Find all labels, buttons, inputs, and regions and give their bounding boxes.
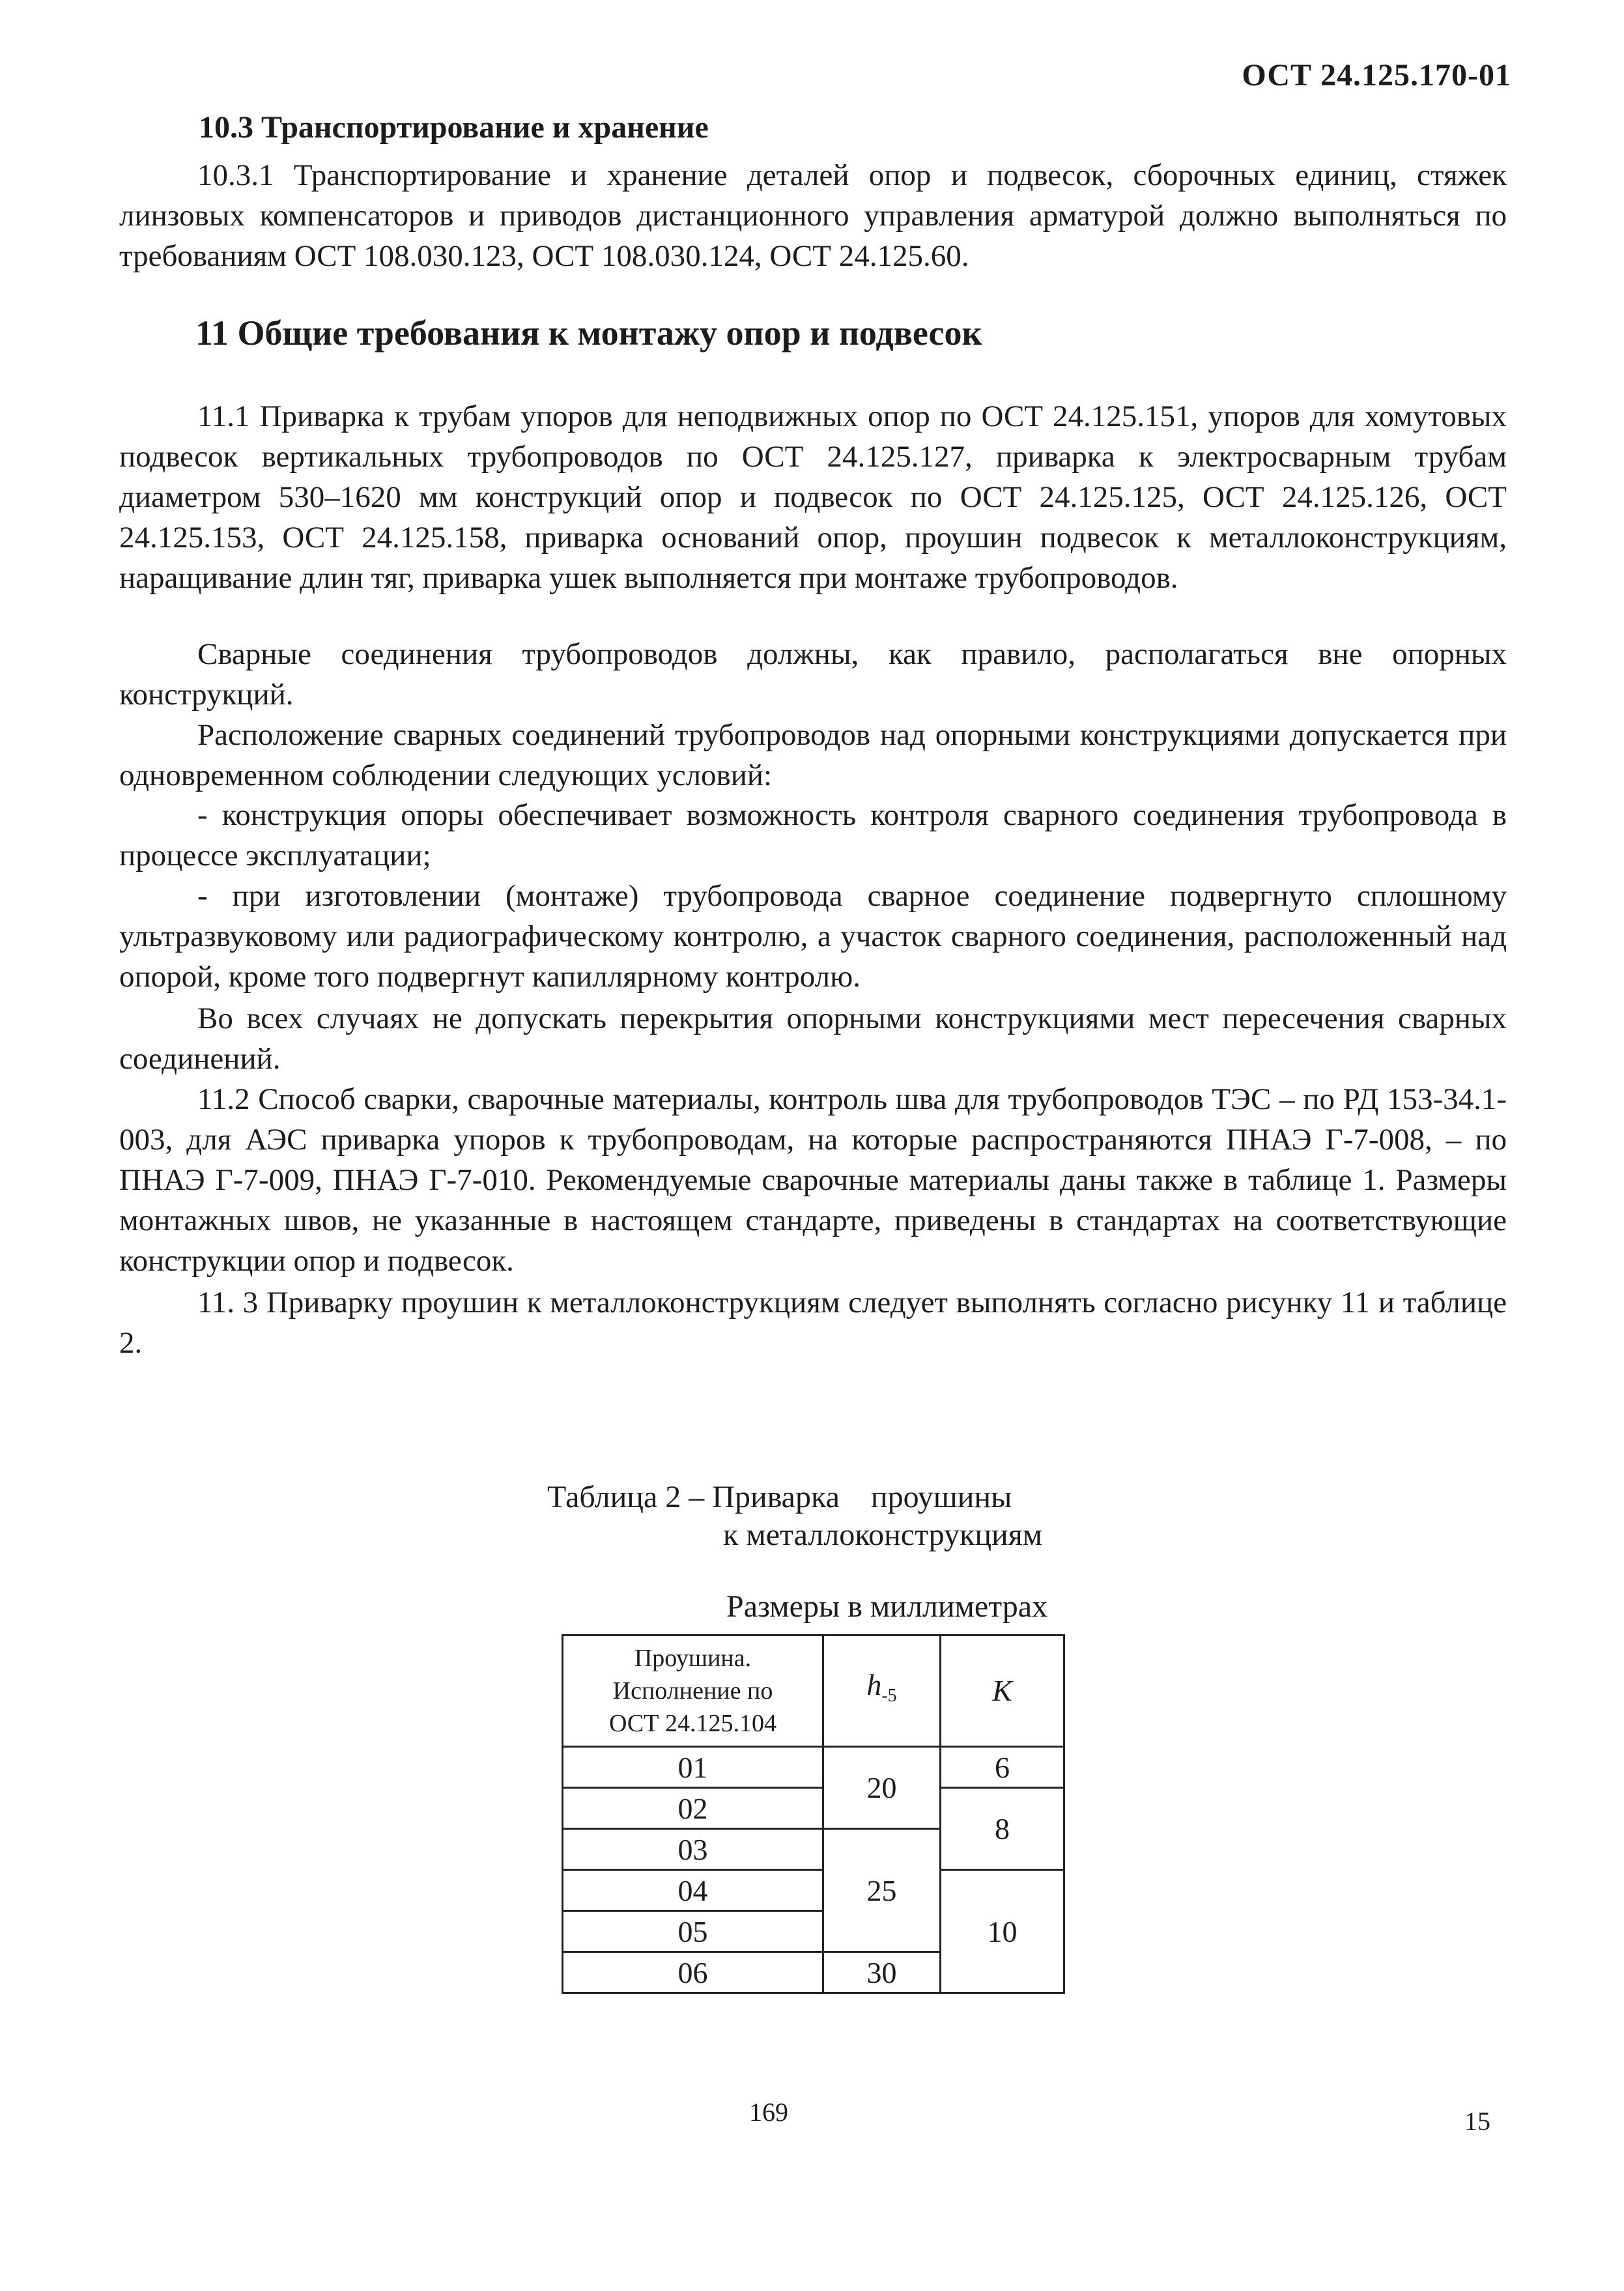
header-h-symbol: h xyxy=(866,1668,882,1702)
table-cell-h: 30 xyxy=(823,1952,941,1993)
table-header-h xyxy=(823,1635,941,1747)
table-cell-variant: 06 xyxy=(563,1952,823,1993)
paragraph-condition-1: - конструкция опоры обеспечивает возможность контроля сварного соединения трубопровода в процессе эксплуатации; xyxy=(119,798,1507,872)
paragraph-no-overlap: Во всех случаях не допускать перекрытия опорными конструкциями мест пересечения сварных соединений. xyxy=(119,1001,1507,1076)
table-cell-h: 20 xyxy=(823,1747,941,1829)
paragraph-11-1: 11.1 Приварка к трубам упоров для неподвижных опор по ОСТ 24.125.151, упоров для хомутовых подвесок вертикальных трубопроводов по ОСТ 24.125.127, приварка к электросварным трубам диаметром 530–1620 мм конструкций опор и подвесок по ОСТ 24.125.125, ОСТ 24.125.126, ОСТ 24.125.153, ОСТ 24.125.158, приварка оснований опор, проушин подвесок к металлоконструкциям, наращивание длин тяг, приварка ушек выполняется при монтаже трубопроводов. xyxy=(119,399,1507,595)
welding-table xyxy=(562,1634,1065,1994)
section-10-3-title: 10.3 Транспортирование и хранение xyxy=(199,110,709,145)
header-h-subscript: -5 xyxy=(881,1686,897,1707)
table-cell-variant: 05 xyxy=(563,1911,823,1952)
paragraph-11-2: 11.2 Способ сварки, сварочные материалы, контроль шва для трубопроводов ТЭС – по РД 153-34.1-003, для АЭС приварка упоров к трубопроводам, на которые распространяются ПНАЭ Г-7-008, – по ПНАЭ Г-7-009, ПНАЭ Г-7-010. Рекомендуемые сварочные материалы даны также в таблице 1. Размеры монтажных швов, не указанные в настоящем стандарте, приведены в стандартах на соответствующие конструкции опор и подвесок. xyxy=(119,1082,1507,1278)
header-col1-line1: Проушина. xyxy=(634,1645,752,1672)
table-header-k: K xyxy=(941,1635,1064,1747)
header-col1-line2: Исполнение по xyxy=(612,1677,773,1705)
footer-page-number: 169 xyxy=(749,2097,788,2127)
table-caption: Таблица 2 – Приварка проушины xyxy=(547,1480,1012,1514)
table-cell-variant: 01 xyxy=(563,1747,823,1788)
table-cell-variant: 04 xyxy=(563,1870,823,1911)
table-cell-k: 8 xyxy=(941,1788,1064,1870)
footer-sheet-number: 15 xyxy=(1464,2107,1490,2136)
table-cell-k: 6 xyxy=(941,1747,1064,1788)
table-header-row xyxy=(563,1635,1064,1747)
section-11-title: 11 Общие требования к монтажу опор и подвесок xyxy=(195,313,982,353)
paragraph-welds-location: Сварные соединения трубопроводов должны, как правило, располагаться вне опорных конструкций. xyxy=(119,637,1507,712)
paragraph-welds-conditions: Расположение сварных соединений трубопроводов над опорными конструкциями допускается при одновременном соблюдении следующих условий: xyxy=(119,718,1507,792)
table-row xyxy=(563,1788,1064,1829)
header-col1-line3: ОСТ 24.125.104 xyxy=(609,1710,776,1737)
paragraph-10-3-1: 10.3.1 Транспортирование и хранение деталей опор и подвесок, сборочных единиц, стяжек линзовых компенсаторов и приводов дистанционного управления арматурой должно выполняться по требованиям ОСТ 108.030.123, ОСТ 108.030.124, ОСТ 24.125.60. xyxy=(119,158,1507,273)
table-cell-variant: 03 xyxy=(563,1829,823,1870)
paragraph-condition-2: - при изготовлении (монтаже) трубопровода сварное соединение подвергнуто сплошному ультразвуковому или радиографическому контролю, а участок сварного соединения, расположенный над опорой, кроме того подвергнут капиллярному контролю. xyxy=(119,879,1507,994)
table-cell-h: 25 xyxy=(823,1829,941,1952)
table-row xyxy=(563,1747,1064,1788)
paragraph-11-3: 11. 3 Приварку проушин к металлоконструкциям следует выполнять согласно рисунку 11 и таблице 2. xyxy=(119,1286,1507,1360)
table-units: Размеры в миллиметрах xyxy=(726,1589,1048,1624)
table-cell-variant: 02 xyxy=(563,1788,823,1829)
table-header-col1 xyxy=(563,1635,823,1747)
table-caption-line2: к металлоконструкциям xyxy=(723,1518,1043,1552)
document-header: ОСТ 24.125.170-01 xyxy=(1242,58,1511,93)
table-cell-k: 10 xyxy=(941,1870,1064,1993)
table-row xyxy=(563,1870,1064,1911)
